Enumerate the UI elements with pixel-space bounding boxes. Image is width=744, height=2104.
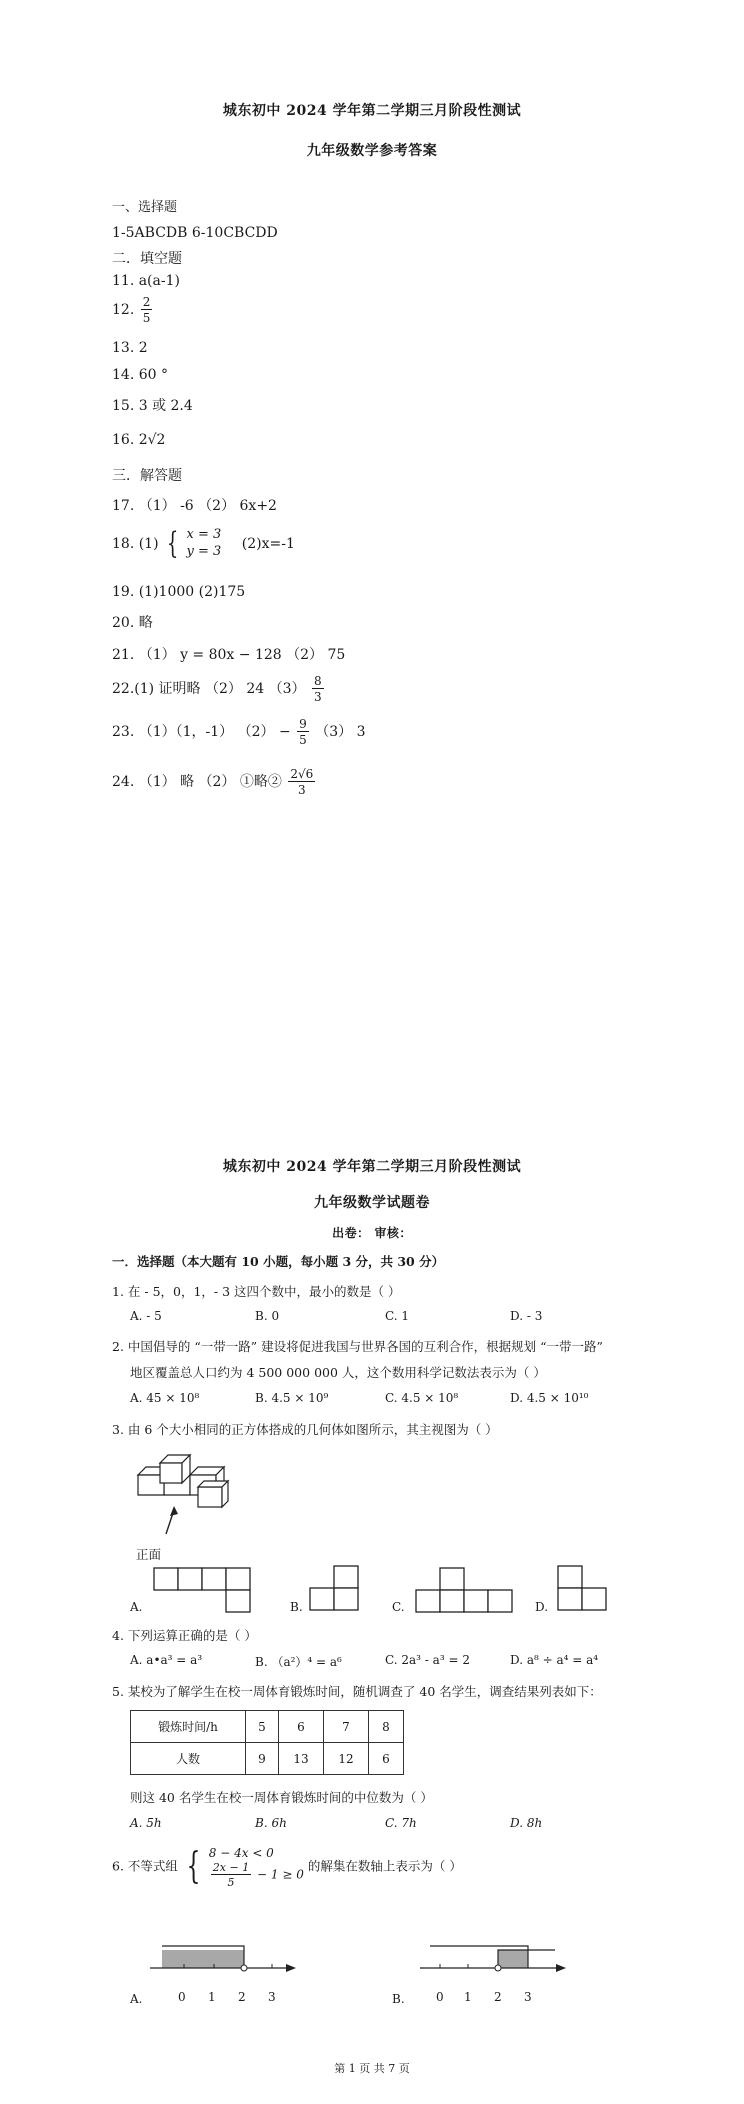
q6-option-a-number-line xyxy=(150,1940,300,1990)
q1-option-a: A. - 5 xyxy=(130,1309,162,1323)
exam-page xyxy=(0,1110,744,2104)
q6-option-b-number-line xyxy=(420,1936,570,1990)
answer-22-numerator: 8 xyxy=(313,674,322,688)
question-2-line2: 地区覆盖总人口约为 4 500 000 000 人，这个数用科学记数法表示为（ ） xyxy=(130,1365,546,1380)
table-cell: 9 xyxy=(246,1743,279,1775)
q6-option-a: A. xyxy=(130,1992,143,2006)
axis-tick-label: 0 xyxy=(436,1990,444,2004)
answer-24 xyxy=(112,768,317,796)
q6-ineq-2-rest: − 1 ≥ 0 xyxy=(257,1867,304,1882)
q3-option-c-figure xyxy=(414,1564,516,1618)
answer-18-eq1: x = 3 xyxy=(186,527,222,542)
axis-tick-label: 1 xyxy=(464,1990,472,2004)
answer-mc: 1-5ABCDB 6-10CBCDD xyxy=(112,225,278,241)
question-2-line1: 2. 中国倡导的 “一带一路” 建设将促进我国与世界各国的互利合作，根据规划 “一带一路” xyxy=(112,1339,603,1354)
q5-option-b: B. 6h xyxy=(255,1816,287,1830)
table-cell: 7 xyxy=(324,1711,369,1743)
q6-numerator: 2x − 1 xyxy=(212,1860,250,1874)
q4-option-c: C. 2a³ - a³ = 2 xyxy=(385,1653,470,1667)
q3-option-c: C. xyxy=(392,1600,405,1614)
axis-tick-label: 0 xyxy=(178,1990,186,2004)
question-5-after: 则这 40 名学生在校一周体育锻炼时间的中位数为（ ） xyxy=(130,1790,433,1805)
q5-table xyxy=(130,1710,404,1775)
axis-tick-label: 3 xyxy=(268,1990,276,2004)
question-4: 4. 下列运算正确的是（ ） xyxy=(112,1628,257,1643)
q1-option-d: D. - 3 xyxy=(510,1309,543,1323)
q1-option-c: C. 1 xyxy=(385,1309,410,1323)
axis-tick-label: 2 xyxy=(238,1990,246,2004)
question-6 xyxy=(112,1846,462,1888)
q3-solid-figure xyxy=(128,1450,258,1550)
answer-12 xyxy=(112,296,154,324)
q4-option-d: D. a⁸ ÷ a⁴ = a⁴ xyxy=(510,1653,599,1667)
table-row xyxy=(131,1711,404,1743)
q6-denominator: 5 xyxy=(227,1875,235,1889)
q2-option-d: D. 4.5 × 10¹⁰ xyxy=(510,1391,589,1405)
answer-22-fraction xyxy=(312,675,324,703)
question-5: 5. 某校为了解学生在校一周体育锻炼时间，随机调查了 40 名学生，调查结果列表如下： xyxy=(112,1684,602,1699)
q5-option-a: A. 5h xyxy=(130,1816,162,1830)
table-cell: 5 xyxy=(246,1711,279,1743)
answer-14: 14. 60 ° xyxy=(112,367,168,383)
q6-ineq-1: 8 − 4x < 0 xyxy=(208,1846,274,1860)
answer-23-numerator: 9 xyxy=(299,717,307,731)
answer-22-prefix: 22.(1) 证明略 （2） 24 （3） xyxy=(112,681,306,697)
table-cell: 12 xyxy=(324,1743,369,1775)
answer-19: 19. (1)1000 (2)175 xyxy=(112,584,246,600)
exam-title: 城东初中 2024 学年第二学期三月阶段性测试 xyxy=(222,1159,522,1175)
axis-tick-label: 3 xyxy=(524,1990,532,2004)
q6-ineq-2 xyxy=(209,1862,304,1888)
answer-18-prefix: 18. (1) xyxy=(112,535,159,552)
section-1-heading: 一．选择题（本大题有 10 小题，每小题 3 分，共 30 分） xyxy=(112,1254,445,1269)
brace-icon: { xyxy=(166,525,179,561)
q3-option-a-figure xyxy=(152,1564,252,1616)
answer-title: 城东初中 2024 学年第二学期三月阶段性测试 xyxy=(222,103,522,119)
answer-23 xyxy=(112,718,366,746)
table-cell: 13 xyxy=(279,1743,324,1775)
answer-24-fraction xyxy=(288,768,315,796)
answer-23-suffix: （3） 3 xyxy=(315,724,366,740)
answer-15: 15. 3 或 2.4 xyxy=(112,398,193,414)
answer-18-system xyxy=(187,527,222,561)
answer-subtitle: 九年级数学参考答案 xyxy=(306,143,438,159)
table-cell: 6 xyxy=(369,1743,404,1775)
q3-option-a: A. xyxy=(130,1600,143,1614)
question-3: 3. 由 6 个大小相同的正方体搭成的几何体如图所示，其主视图为（ ） xyxy=(112,1422,498,1437)
section-fill: 二．填空题 xyxy=(112,251,182,267)
answer-12-denominator: 5 xyxy=(142,311,151,325)
q5-option-c: C. 7h xyxy=(385,1816,417,1830)
answer-16: 16. 2√2 xyxy=(112,432,166,448)
table-cell: 8 xyxy=(369,1711,404,1743)
q3-option-b: B. xyxy=(290,1600,303,1614)
answer-18 xyxy=(112,527,295,561)
answer-12-numerator: 2 xyxy=(142,295,151,309)
table-cell: 人数 xyxy=(131,1743,246,1775)
answer-17: 17. （1） -6 （2） 6x+2 xyxy=(112,498,277,514)
table-row xyxy=(131,1743,404,1775)
section-choice: 一、选择题 xyxy=(112,200,178,215)
q1-option-b: B. 0 xyxy=(255,1309,280,1323)
answer-24-prefix: 24. （1） 略 （2） ①略② xyxy=(112,774,282,790)
q6-fraction xyxy=(211,1862,251,1888)
q3-option-d-figure xyxy=(556,1562,612,1618)
answer-12-fraction xyxy=(141,296,153,324)
axis-tick-label: 2 xyxy=(494,1990,502,2004)
q6-prefix: 6. 不等式组 xyxy=(112,1858,178,1874)
answer-18-suffix: (2)x=-1 xyxy=(241,535,295,552)
question-1: 1. 在 - 5，0，1，- 3 这四个数中，最小的数是（ ） xyxy=(112,1284,401,1299)
q4-option-b: B. （a²）⁴ = a⁶ xyxy=(255,1655,342,1669)
table-cell: 6 xyxy=(279,1711,324,1743)
answer-20: 20. 略 xyxy=(112,615,153,631)
q4-option-a: A. a•a³ = a³ xyxy=(130,1653,203,1667)
answer-23-prefix: 23. （1）（1，-1） （2） − xyxy=(112,724,291,740)
answer-23-denominator: 5 xyxy=(299,733,307,747)
q2-option-c: C. 4.5 × 10⁸ xyxy=(385,1391,459,1405)
answer-22-denominator: 3 xyxy=(313,690,322,704)
q5-option-d: D. 8h xyxy=(510,1816,543,1830)
page-footer: 第 1 页 共 7 页 xyxy=(334,2062,410,2075)
answer-24-numerator: 2√6 xyxy=(290,767,314,781)
answer-13: 13. 2 xyxy=(112,340,148,356)
answer-22 xyxy=(112,675,326,703)
exam-authors: 出卷： 审核： xyxy=(332,1226,412,1240)
q6-system xyxy=(209,1846,304,1888)
brace-icon: { xyxy=(186,1845,201,1887)
answer-24-denominator: 3 xyxy=(297,783,306,797)
q3-option-b-figure xyxy=(308,1562,368,1618)
exam-subtitle: 九年级数学试题卷 xyxy=(314,1195,430,1211)
table-cell: 锻炼时间/h xyxy=(131,1711,246,1743)
answer-12-prefix: 12. xyxy=(112,302,135,318)
section-solve: 三．解答题 xyxy=(112,468,182,484)
q3-option-d: D. xyxy=(535,1600,549,1614)
answer-11: 11. a(a-1) xyxy=(112,273,180,289)
answer-23-fraction xyxy=(297,718,309,746)
answer-18-eq2: y = 3 xyxy=(186,543,222,559)
q6-suffix: 的解集在数轴上表示为（ ） xyxy=(307,1858,462,1874)
q3-front-label: 正面 xyxy=(136,1547,162,1562)
q2-option-b: B. 4.5 × 10⁹ xyxy=(255,1391,329,1405)
answer-21: 21. （1） y = 80x − 128 （2） 75 xyxy=(112,647,346,663)
axis-tick-label: 1 xyxy=(208,1990,216,2004)
q6-option-b: B. xyxy=(392,1992,405,2006)
q2-option-a: A. 45 × 10⁸ xyxy=(130,1391,200,1405)
